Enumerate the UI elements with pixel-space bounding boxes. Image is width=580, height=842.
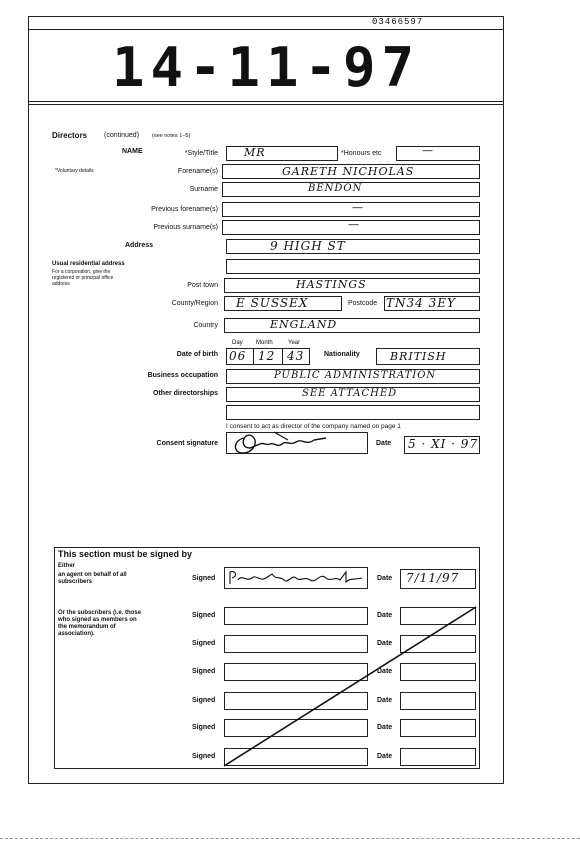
dob-day-label: Day [232,340,243,346]
agent-date-label: Date [377,575,393,582]
either-label: Either [58,563,76,569]
subscriber-date-label: Date [377,724,393,731]
subscriber-date-label: Date [377,753,393,760]
dob-month-label: Month [256,340,273,346]
post-town-value: HASTINGS [296,278,367,291]
subscriber-signed-label: Signed [192,697,216,704]
consent-date-label: Date [376,440,392,447]
agent-signed-label: Signed [192,575,216,582]
usual-residential-address: Usual residential address [52,261,125,267]
style-title-label: *Style/Title [184,150,218,157]
previous-forenames-label: Previous forename(s) [151,206,218,213]
scan-edge [0,838,580,839]
signing-section-title: This section must be signed by [58,549,193,559]
forenames-value: GARETH NICHOLAS [282,165,415,178]
previous-forenames-value: — [352,201,364,214]
subscriber-signed-label: Signed [192,640,216,647]
nationality-label: Nationality [324,351,360,358]
dob-year-label: Year [288,340,301,346]
dob-year-value: 43 [287,349,305,363]
other-directorships-value: SEE ATTACHED [302,388,398,399]
previous-surnames-label: Previous surname(s) [153,224,218,231]
nationality-value: BRITISH [390,350,447,363]
postcode-value: TN34 3EY [386,296,456,310]
honours-label: *Honours etc [341,150,382,157]
other-directorships-label: Other directorships [153,390,218,397]
forenames-label: Forename(s) [177,168,218,175]
subscriber-date-label: Date [377,668,393,675]
post-town-label: Post town [187,282,218,289]
country-value: ENGLAND [270,318,338,331]
previous-surnames-value: — [348,218,360,231]
voluntary-details-note: *Voluntary details [55,168,94,174]
notes-reference: (see notes 1–5) [152,133,191,139]
dob-label: Date of birth [176,351,218,358]
subscriber-signed-label: Signed [192,753,216,760]
dob-day-value: 06 [229,349,247,363]
continued-note: (continued) [104,132,140,139]
received-date-stamp: 14-11-97 [111,36,421,99]
agent-date-value: 7/11/97 [406,571,460,585]
subscriber-date-label: Date [377,612,393,619]
surname-label: Surname [189,186,218,193]
honours-value: — [422,144,434,157]
subscribers-text: Or the subscribers (i.e. those who signed as members on the memorandum of association). [58,610,142,637]
name-heading: NAME [122,148,143,155]
residential-address-note: For a corporation, give the registered or principal office address [52,269,114,287]
subscriber-date-label: Date [377,697,393,704]
subscriber-date-label: Date [377,640,393,647]
consent-signature-label: Consent signature [156,440,218,447]
county-value: E SUSSEX [236,296,309,310]
consent-text: I consent to act as director of the company named on page 1 [226,423,401,430]
business-occupation-value: PUBLIC ADMINISTRATION [274,370,437,381]
subscriber-signed-label: Signed [192,724,216,731]
subscriber-signed-label: Signed [192,612,216,619]
country-label: Country [193,322,218,329]
business-occupation-label: Business occupation [147,372,218,379]
document-number: 03466597 [372,17,424,27]
consent-date-value: 5 · XI · 97 [408,437,479,451]
postcode-label: Postcode [348,300,378,307]
subscriber-signed-label: Signed [192,668,216,675]
address-label: Address [124,242,153,249]
agent-text: an agent on behalf of all subscribers [58,572,127,585]
surname-value: BENDON [308,183,363,194]
address-value: 9 HIGH ST [270,239,346,253]
county-label: County/Region [171,300,218,307]
dob-month-value: 12 [258,349,276,363]
style-title-value: MR [244,146,266,159]
section-title: Directors [52,131,88,140]
